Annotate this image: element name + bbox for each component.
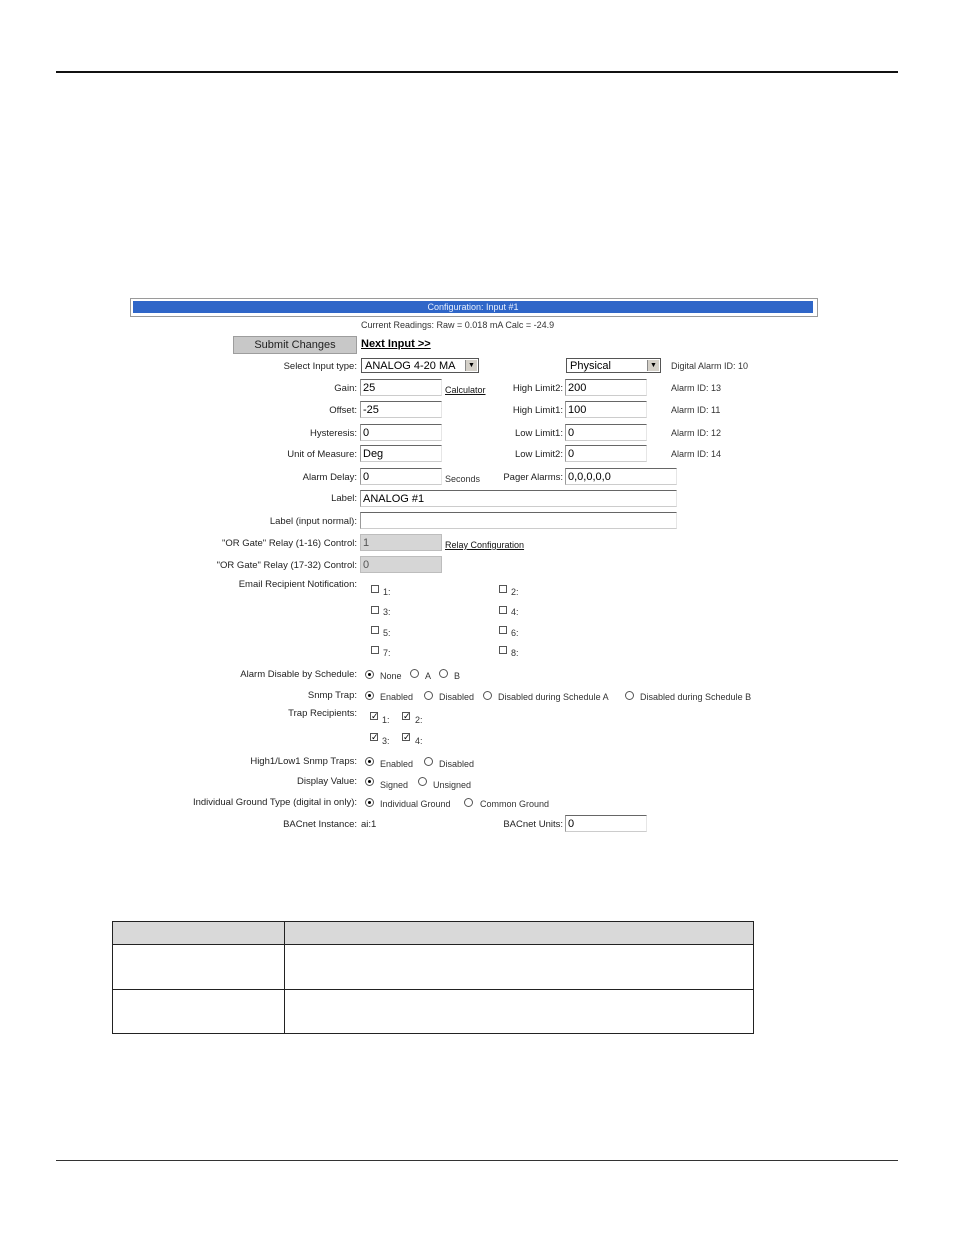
bacnet-instance-label: BACnet Instance:	[283, 819, 357, 830]
email-checkbox-6[interactable]	[499, 626, 507, 634]
low-limit1-input[interactable]: 0	[565, 424, 647, 441]
input-type-select[interactable]	[361, 358, 479, 373]
offset-input[interactable]: -25	[360, 401, 442, 418]
physical-select[interactable]	[566, 358, 661, 373]
alarm-delay-label: Alarm Delay:	[302, 472, 357, 483]
high-limit1-label: High Limit1:	[512, 405, 563, 416]
trap-recipients-label: Trap Recipients:	[288, 708, 357, 719]
alarm-disable-none-label: None	[380, 671, 402, 681]
email-label-2: 2:	[511, 587, 519, 597]
relay-configuration-link[interactable]: Relay Configuration	[445, 540, 525, 550]
hysteresis-input[interactable]: 0	[360, 424, 442, 441]
seconds-unit: Seconds	[445, 474, 481, 484]
email-checkbox-8[interactable]	[499, 646, 507, 654]
or-gate-17-32-input[interactable]: 0	[360, 556, 442, 573]
email-checkbox-2[interactable]	[499, 585, 507, 593]
label-label: Label:	[331, 493, 357, 504]
email-label-3: 3:	[383, 607, 391, 617]
alarm-id-13: Alarm ID: 13	[671, 383, 722, 393]
email-checkbox-4[interactable]	[499, 606, 507, 614]
bacnet-units-input[interactable]: 0	[565, 815, 647, 832]
or-gate-17-32-label: "OR Gate" Relay (17-32) Control:	[216, 560, 357, 571]
alarm-id-11: Alarm ID: 11	[671, 405, 721, 415]
low-limit2-label: Low Limit2:	[514, 449, 563, 460]
input-type-value: ANALOG 4-20 MA	[365, 360, 456, 372]
snmp-trap-enabled-radio[interactable]	[365, 691, 374, 700]
table-row-divider	[113, 989, 753, 990]
unit-of-measure-input[interactable]: Deg	[360, 445, 442, 462]
snmp-trap-disabled-b-radio[interactable]	[625, 691, 634, 700]
alarm-disable-a-label: A	[425, 671, 432, 681]
snmp-trap-disabled-a-radio[interactable]	[483, 691, 492, 700]
display-value-label: Display Value:	[296, 776, 357, 787]
email-checkbox-7[interactable]	[371, 646, 379, 654]
digital-alarm-id: Digital Alarm ID: 10	[671, 361, 749, 371]
alarm-disable-a-radio[interactable]	[410, 669, 419, 678]
email-label-4: 4:	[511, 607, 519, 617]
low-limit1-label: Low Limit1:	[514, 428, 563, 439]
trap-recipient-checkbox-3[interactable]: ✓	[371, 732, 379, 742]
individual-ground-label: Individual Ground	[380, 799, 451, 809]
display-unsigned-radio[interactable]	[418, 777, 427, 786]
trap-recipient-label-4: 4:	[415, 736, 423, 746]
next-input-link[interactable]: Next Input >>	[361, 338, 431, 350]
alarm-disable-none-radio[interactable]	[365, 670, 374, 679]
label-normal-input[interactable]	[360, 512, 677, 529]
alarm-disable-b-radio[interactable]	[439, 669, 448, 678]
bottom-rule	[56, 1160, 898, 1161]
submit-changes-button[interactable]: Submit Changes	[233, 336, 357, 354]
label-input[interactable]: ANALOG #1	[360, 490, 677, 507]
low-limit2-input[interactable]: 0	[565, 445, 647, 462]
display-unsigned-label: Unsigned	[433, 780, 472, 790]
top-rule	[56, 71, 898, 73]
individual-ground-radio[interactable]	[365, 798, 374, 807]
trap-recipient-checkbox-4[interactable]: ✓	[403, 732, 411, 742]
high1-low1-disabled-radio[interactable]	[424, 757, 433, 766]
select-input-label: Select Input type:	[283, 361, 357, 372]
email-label-1: 1:	[383, 587, 391, 597]
alarm-disable-b-label: B	[454, 671, 461, 681]
high1-low1-disabled-label: Disabled	[439, 759, 475, 769]
common-ground-radio[interactable]	[464, 798, 473, 807]
email-notification-label: Email Recipient Notification:	[238, 579, 357, 590]
snmp-trap-enabled-label: Enabled	[380, 692, 414, 702]
table-column-divider	[284, 922, 285, 1033]
email-label-5: 5:	[383, 628, 391, 638]
pager-alarms-input[interactable]: 0,0,0,0,0	[565, 468, 677, 485]
physical-value: Physical	[570, 360, 611, 372]
ground-type-label: Individual Ground Type (digital in only):	[192, 797, 357, 808]
email-label-7: 7:	[383, 648, 391, 658]
trap-recipient-checkbox-1[interactable]: ✓	[371, 711, 379, 721]
gain-input[interactable]: 25	[360, 379, 442, 396]
email-checkbox-1[interactable]	[371, 585, 379, 593]
high-limit2-input[interactable]: 200	[565, 379, 647, 396]
offset-label: Offset:	[329, 405, 357, 416]
or-gate-1-16-label: "OR Gate" Relay (1-16) Control:	[221, 538, 357, 549]
alarm-disable-label: Alarm Disable by Schedule:	[240, 669, 357, 680]
snmp-trap-disabled-radio[interactable]	[424, 691, 433, 700]
page-title: Configuration: Input #1	[133, 301, 813, 313]
trap-recipient-label-1: 1:	[382, 715, 390, 725]
trap-recipient-label-3: 3:	[382, 736, 390, 746]
description-table	[112, 921, 754, 1034]
label-normal-label: Label (input normal):	[269, 516, 357, 527]
email-checkbox-5[interactable]	[371, 626, 379, 634]
calculator-link[interactable]: Calculator	[445, 385, 486, 395]
display-signed-radio[interactable]	[365, 777, 374, 786]
alarm-delay-input[interactable]: 0	[360, 468, 442, 485]
bacnet-instance-value: ai:1	[361, 819, 377, 830]
unit-of-measure-label: Unit of Measure:	[287, 449, 357, 460]
snmp-trap-disabled-label: Disabled	[439, 692, 475, 702]
bacnet-units-label: BACnet Units:	[503, 819, 563, 830]
gain-label: Gain:	[334, 383, 357, 394]
high1-low1-enabled-label: Enabled	[380, 759, 414, 769]
trap-recipient-checkbox-2[interactable]: ✓	[403, 711, 411, 721]
common-ground-label: Common Ground	[480, 799, 550, 809]
display-signed-label: Signed	[380, 780, 409, 790]
alarm-id-12: Alarm ID: 12	[671, 428, 722, 438]
pager-alarms-label: Pager Alarms:	[503, 472, 563, 483]
snmp-trap-label: Snmp Trap:	[307, 690, 357, 701]
email-label-6: 6:	[511, 628, 519, 638]
hysteresis-label: Hysteresis:	[310, 428, 357, 439]
current-readings: Current Readings: Raw = 0.018 mA Calc = -24.9	[361, 320, 555, 330]
or-gate-1-16-input[interactable]: 1	[360, 534, 442, 551]
chevron-down-icon: ▼	[465, 360, 477, 371]
high-limit2-label: High Limit2:	[512, 383, 563, 394]
high1-low1-enabled-radio[interactable]	[365, 757, 374, 766]
trap-recipient-label-2: 2:	[415, 715, 423, 725]
high1-low1-traps-label: High1/Low1 Snmp Traps:	[250, 756, 357, 767]
alarm-id-14: Alarm ID: 14	[671, 449, 722, 459]
email-checkbox-3[interactable]	[371, 606, 379, 614]
email-label-8: 8:	[511, 648, 519, 658]
high-limit1-input[interactable]: 100	[565, 401, 647, 418]
snmp-trap-disabled-b-label: Disabled during Schedule B	[640, 692, 752, 702]
snmp-trap-disabled-a-label: Disabled during Schedule A	[498, 692, 609, 702]
chevron-down-icon: ▼	[647, 360, 659, 371]
